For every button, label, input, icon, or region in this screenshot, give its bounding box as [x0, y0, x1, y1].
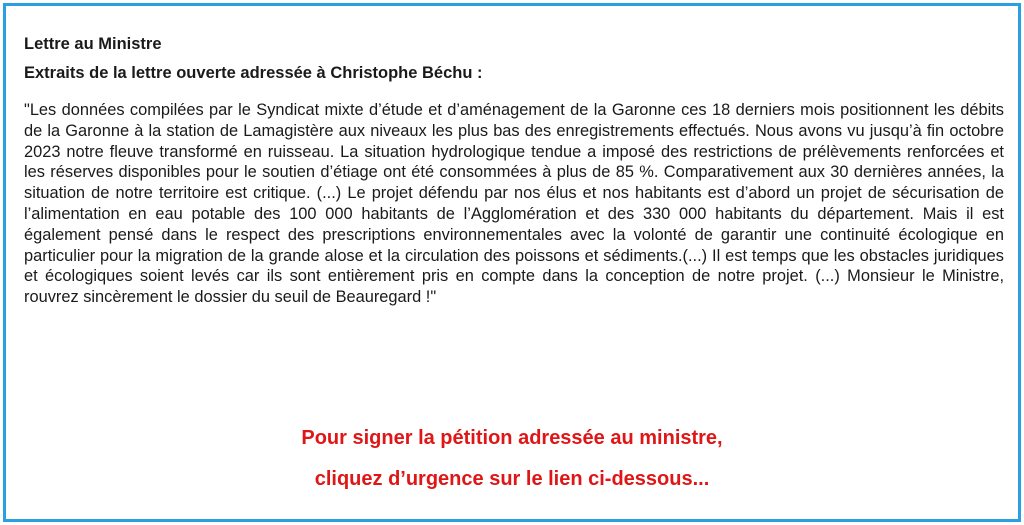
letter-excerpt: "Les données compilées par le Syndicat mixte d’étude et d’aménagement de la Garonne ces 18 derniers mois positionnent les débits de la Garonne à la station de Lamagistère aux niveaux les plus bas des enregistrements effectués. Nous avons vu jusqu’à fin octobre 2023 notre fleuve transformé en ruisseau. La situation hydrologique tendue a imposé des restrictions de prélèvements renforcées et les réserves disponibles pour le soutien d’étiage ont été consommées à plus de 85 %. Comparativement aux 30 dernières années, la situation de notre territoire est critique. (...) Le projet défendu par nos élus et nos habitants est d’abord un projet de sécurisation de l’alimentation en eau potable des 100 000 habitants de l’Agglomération et des 330 000 habitants du département. Mais il est également pensé dans le respect des prescriptions environnementales avec la volonté de garantir une continuité écologique en particulier pour la migration de la grande alose et la circulation des poissons et sédiments.(...) Il est temps que les obstacles juridiques et écologiques soient levés car ils sont entièrement pris en compte dans la conception de notre projet. (...) Monsieur le Ministre, rouvrez sincèrement le dossier du seuil de Beauregard !" — [24, 101, 1004, 307]
letter-subtitle: Extraits de la lettre ouverte adressée à Christophe Béchu : — [24, 64, 483, 82]
petition-call-line-1: Pour signer la pétition adressée au ministre, — [301, 427, 723, 449]
letter-content — [24, 34, 1004, 308]
petition-call-line-2: cliquez d’urgence sur le lien ci-dessous... — [314, 468, 710, 490]
letter-title: Lettre au Ministre — [24, 35, 162, 53]
